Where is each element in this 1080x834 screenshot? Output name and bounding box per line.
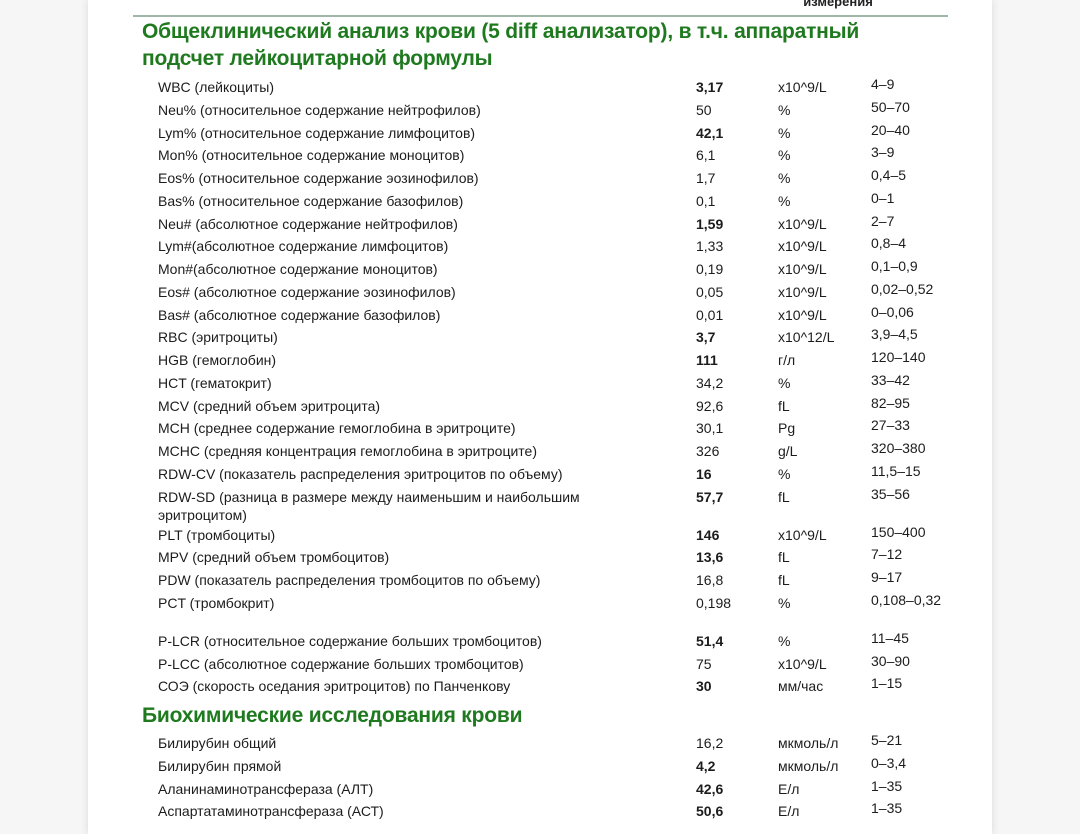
reference-range: 0,8–4 — [871, 235, 907, 252]
test-unit: % — [778, 124, 791, 141]
header-divider — [133, 15, 948, 17]
result-row — [88, 328, 992, 351]
test-unit: % — [778, 192, 791, 209]
report-page — [88, 0, 992, 834]
reference-range: 30–90 — [871, 652, 910, 669]
reference-range: 1–15 — [871, 675, 903, 692]
reference-range: 0,02–0,52 — [871, 280, 934, 297]
test-value: 3,7 — [696, 329, 716, 346]
test-value: 1,33 — [696, 238, 724, 255]
test-name: Eos# (абсолютное содержание эозинофилов) — [158, 283, 456, 300]
reference-range: 0,108–0,32 — [871, 591, 942, 608]
test-unit: мм/час — [778, 678, 824, 695]
test-name: Eos% (относительное содержание эозинофилов) — [158, 170, 479, 186]
test-unit: x10^9/L — [778, 238, 827, 255]
test-unit: % — [778, 101, 791, 118]
test-value: 1,7 — [696, 170, 716, 186]
test-unit: x10^9/L — [778, 261, 827, 277]
cbc-results-table — [88, 78, 992, 700]
test-unit: x10^9/L — [778, 283, 827, 300]
test-value: 92,6 — [696, 397, 724, 414]
test-value: 4,2 — [696, 757, 716, 774]
test-name: MCH (среднее содержание гемоглобина в эритроците) — [158, 420, 516, 437]
test-name: PLT (тромбоциты) — [158, 526, 276, 543]
test-name: RBC (эритроциты) — [158, 329, 278, 346]
result-row — [88, 548, 992, 571]
test-unit: % — [778, 632, 791, 649]
result-row — [88, 754, 992, 780]
test-value: 75 — [696, 655, 712, 672]
reference-range: 5–21 — [871, 732, 903, 748]
test-unit: fL — [778, 397, 790, 414]
test-unit: x10^9/L — [778, 655, 827, 672]
test-value: 42,1 — [696, 124, 724, 141]
reference-range: 0–1 — [871, 189, 895, 206]
test-name: RDW-SD (разница в размере между наименьшим и наибольшим эритроцитом) — [158, 488, 580, 523]
result-row — [88, 591, 992, 632]
test-name: Lym% (относительное содержание лимфоцитов) — [158, 124, 476, 141]
test-value: 326 — [696, 443, 720, 459]
test-name: СОЭ (скорость оседания эритроцитов) по Панченкову — [158, 678, 511, 695]
test-name: Lym#(абсолютное содержание лимфоцитов) — [158, 238, 449, 255]
test-name: P-LCR (относительное содержание больших тромбоцитов) — [158, 632, 542, 649]
test-unit: x10^9/L — [778, 306, 827, 323]
test-name: MPV (средний объем тромбоцитов) — [158, 549, 390, 566]
test-name: Билирубин общий — [158, 735, 277, 751]
test-value: 50 — [696, 101, 712, 118]
test-name: Билирубин прямой — [158, 757, 282, 774]
reference-range: 0–3,4 — [871, 754, 907, 771]
test-value: 111 — [696, 352, 718, 368]
test-value: 34,2 — [696, 374, 724, 391]
reference-range: 11–45 — [871, 629, 909, 646]
test-name: Mon#(абсолютное содержание моноцитов) — [158, 261, 438, 277]
reference-range: 20–40 — [871, 121, 910, 138]
reference-range: 27–33 — [871, 417, 910, 434]
test-value: 0,19 — [696, 261, 724, 277]
test-name: WBC (лейкоциты) — [158, 79, 275, 95]
test-name: HGB (гемоглобин) — [158, 352, 277, 368]
test-value: 3,17 — [696, 79, 724, 95]
test-unit: г/л — [778, 352, 796, 368]
result-row — [88, 98, 992, 124]
test-value: 0,05 — [696, 283, 724, 300]
result-row — [88, 629, 992, 655]
reference-range: 1–35 — [871, 777, 903, 794]
result-row — [88, 523, 992, 549]
test-value: 16,8 — [696, 572, 724, 588]
test-unit: Е/л — [778, 803, 800, 820]
test-unit: fL — [778, 572, 790, 588]
reference-range: 3,9–4,5 — [871, 326, 918, 343]
reference-range: 2–7 — [871, 212, 895, 229]
test-name: PCT (тромбокрит) — [158, 594, 275, 611]
result-row — [88, 121, 992, 147]
result-row — [88, 652, 992, 678]
result-row — [88, 777, 992, 803]
test-unit: Pg — [778, 420, 796, 437]
test-name: P-LCC (абсолютное содержание больших тромбоцитов) — [158, 655, 524, 672]
result-row — [88, 802, 992, 825]
test-unit: Е/л — [778, 780, 800, 797]
test-unit: x10^9/L — [778, 79, 827, 95]
test-name: Аспартатаминотрансфераза (АСТ) — [158, 803, 384, 820]
test-unit: fL — [778, 549, 790, 566]
test-unit: % — [778, 594, 791, 611]
reference-range: 7–12 — [871, 546, 903, 563]
reference-range: 0,4–5 — [871, 167, 907, 183]
result-row — [88, 462, 992, 488]
test-value: 13,6 — [696, 549, 724, 566]
test-unit: % — [778, 374, 791, 391]
test-name: Neu% (относительное содержание нейтрофилов) — [158, 101, 481, 118]
reference-range: 1–35 — [871, 800, 903, 817]
result-row — [88, 169, 992, 192]
test-unit: x10^9/L — [778, 215, 827, 232]
reference-range: 0,1–0,9 — [871, 258, 918, 274]
test-value: 6,1 — [696, 147, 716, 164]
test-value: 51,4 — [696, 632, 724, 649]
reference-range: 82–95 — [871, 394, 910, 411]
result-row — [88, 485, 992, 526]
result-row — [88, 351, 992, 374]
test-unit: мкмоль/л — [778, 735, 839, 751]
reference-range: 320–380 — [871, 440, 926, 456]
reference-range: 3–9 — [871, 144, 895, 161]
reference-range: 11,5–15 — [871, 462, 921, 479]
result-row — [88, 260, 992, 283]
test-unit: x10^12/L — [778, 329, 835, 346]
result-row — [88, 212, 992, 238]
test-name: Mon% (относительное содержание моноцитов) — [158, 147, 465, 164]
result-row — [88, 78, 992, 101]
result-row — [88, 146, 992, 169]
result-row — [88, 419, 992, 442]
result-row — [88, 442, 992, 465]
reference-range: 120–140 — [871, 349, 926, 365]
result-row — [88, 189, 992, 215]
test-unit: fL — [778, 488, 790, 505]
reference-range: 4–9 — [871, 76, 895, 92]
result-row — [88, 303, 992, 329]
test-unit: g/L — [778, 443, 798, 459]
result-row — [88, 571, 992, 594]
test-value: 16 — [696, 465, 712, 482]
test-value: 146 — [696, 526, 720, 543]
reference-range: 35–56 — [871, 485, 910, 502]
test-value: 42,6 — [696, 780, 724, 797]
reference-range: 33–42 — [871, 371, 910, 388]
test-unit: мкмоль/л — [778, 757, 839, 774]
test-name: Аланинаминотрансфераза (АЛТ) — [158, 780, 374, 797]
test-name: Bas# (абсолютное содержание базофилов) — [158, 306, 441, 323]
result-row — [88, 371, 992, 397]
result-row — [88, 237, 992, 260]
test-name: PDW (показатель распределения тромбоцитов по объему) — [158, 572, 541, 588]
test-value: 16,2 — [696, 735, 724, 751]
reference-range: 50–70 — [871, 98, 910, 115]
test-value: 30 — [696, 678, 712, 695]
units-column-header: измерения — [803, 0, 873, 9]
test-name: MCV (средний объем эритроцита) — [158, 397, 381, 414]
test-value: 0,1 — [696, 192, 716, 209]
test-value: 0,01 — [696, 306, 724, 323]
reference-range: 9–17 — [871, 569, 903, 585]
test-value: 57,7 — [696, 488, 724, 505]
test-unit: % — [778, 147, 791, 164]
reference-range: 0–0,06 — [871, 303, 914, 320]
test-name: HCT (гематокрит) — [158, 374, 272, 391]
test-value: 0,198 — [696, 594, 732, 611]
test-name: Neu# (абсолютное содержание нейтрофилов) — [158, 215, 458, 232]
section-title-biochemistry: Биохимические исследования крови — [142, 704, 523, 727]
reference-range: 150–400 — [871, 523, 926, 540]
result-row — [88, 734, 992, 757]
test-value: 1,59 — [696, 215, 724, 232]
test-unit: % — [778, 465, 791, 482]
section-title-cbc: Общеклинический анализ крови (5 diff анализатор), в т.ч. аппаратный подсчет лейкоцитарной формулы — [142, 20, 860, 70]
result-row — [88, 677, 992, 700]
test-value: 30,1 — [696, 420, 724, 437]
test-name: MCHC (средняя концентрация гемоглобина в эритроците) — [158, 443, 537, 459]
test-unit: % — [778, 170, 791, 186]
result-row — [88, 394, 992, 420]
biochemistry-results-table — [88, 734, 992, 825]
test-unit: x10^9/L — [778, 526, 827, 543]
test-name: Bas% (относительное содержание базофилов) — [158, 192, 464, 209]
test-name: RDW-CV (показатель распределения эритроцитов по объему) — [158, 465, 563, 482]
test-value: 50,6 — [696, 803, 724, 820]
result-row — [88, 280, 992, 306]
